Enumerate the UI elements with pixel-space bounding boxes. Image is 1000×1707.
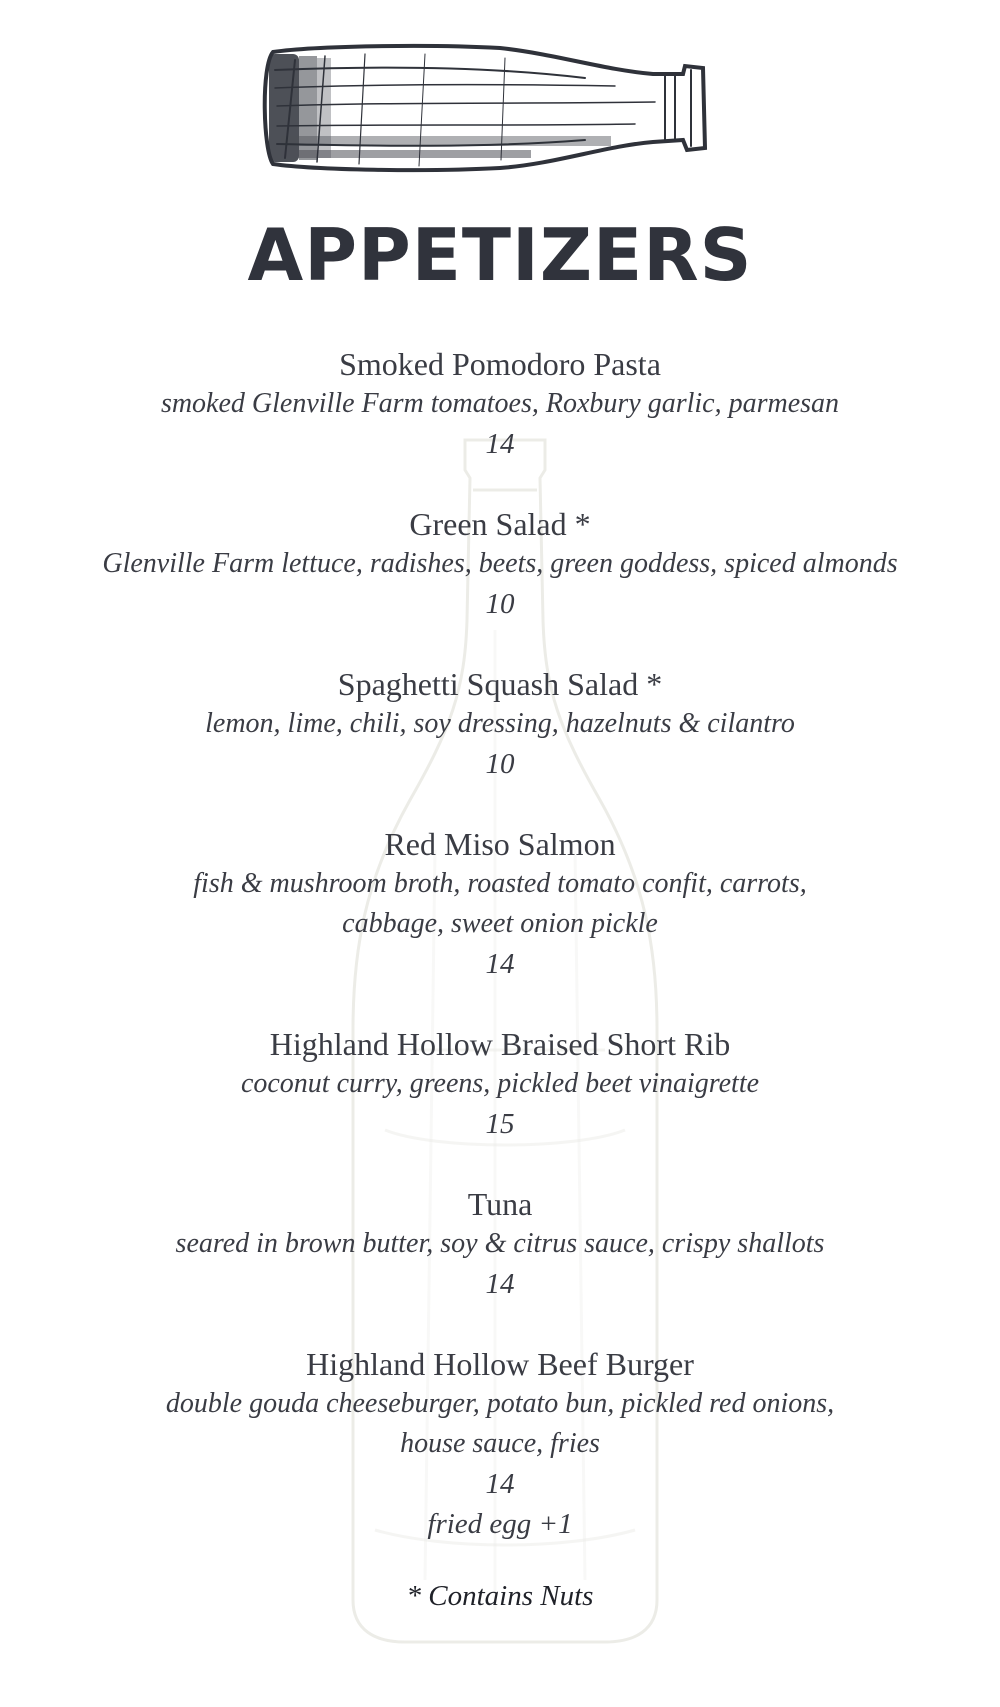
menu-item: [40, 504, 960, 624]
menu-item: [40, 1184, 960, 1304]
item-price: 14: [485, 1468, 515, 1500]
item-description: Glenville Farm lettuce, radishes, beets, green goddess, spiced almonds: [102, 548, 898, 579]
menu-item: [40, 1344, 960, 1544]
item-description: fish & mushroom broth, roasted tomato confit, carrots,: [193, 868, 807, 899]
item-description: smoked Glenville Farm tomatoes, Roxbury garlic, parmesan: [160, 388, 840, 419]
item-price: 15: [485, 1108, 515, 1140]
menu-item: [40, 1024, 960, 1144]
menu-item: [40, 664, 960, 784]
item-price: 14: [485, 1268, 515, 1300]
item-name: Highland Hollow Braised Short Rib: [269, 1026, 731, 1062]
menu-list: [40, 344, 960, 1616]
item-name: Spaghetti Squash Salad *: [337, 666, 663, 702]
item-description-line-2: cabbage, sweet onion pickle: [342, 908, 658, 939]
item-name: Green Salad *: [409, 506, 591, 542]
menu-item: [40, 344, 960, 464]
item-description: seared in brown butter, soy & citrus sauce, crispy shallots: [175, 1228, 825, 1259]
item-addon: fried egg +1: [427, 1508, 573, 1540]
page-title: APPETIZERS: [247, 213, 753, 297]
menu-item: [40, 824, 960, 984]
item-name: Tuna: [467, 1186, 533, 1222]
item-name: Red Miso Salmon: [384, 826, 616, 862]
item-description: lemon, lime, chili, soy dressing, hazelnuts & cilantro: [205, 708, 795, 739]
nuts-footnote: * Contains Nuts: [406, 1580, 594, 1612]
item-price: 10: [485, 588, 515, 620]
bottle-icon: [255, 40, 755, 175]
item-name: Highland Hollow Beef Burger: [306, 1346, 694, 1382]
item-name: Smoked Pomodoro Pasta: [339, 346, 661, 382]
item-description-line-2: house sauce, fries: [400, 1428, 600, 1459]
item-description: coconut curry, greens, pickled beet vinaigrette: [240, 1068, 760, 1099]
item-description: double gouda cheeseburger, potato bun, pickled red onions,: [165, 1388, 835, 1419]
item-price: 10: [485, 748, 515, 780]
item-price: 14: [485, 428, 515, 460]
item-price: 14: [485, 948, 515, 980]
